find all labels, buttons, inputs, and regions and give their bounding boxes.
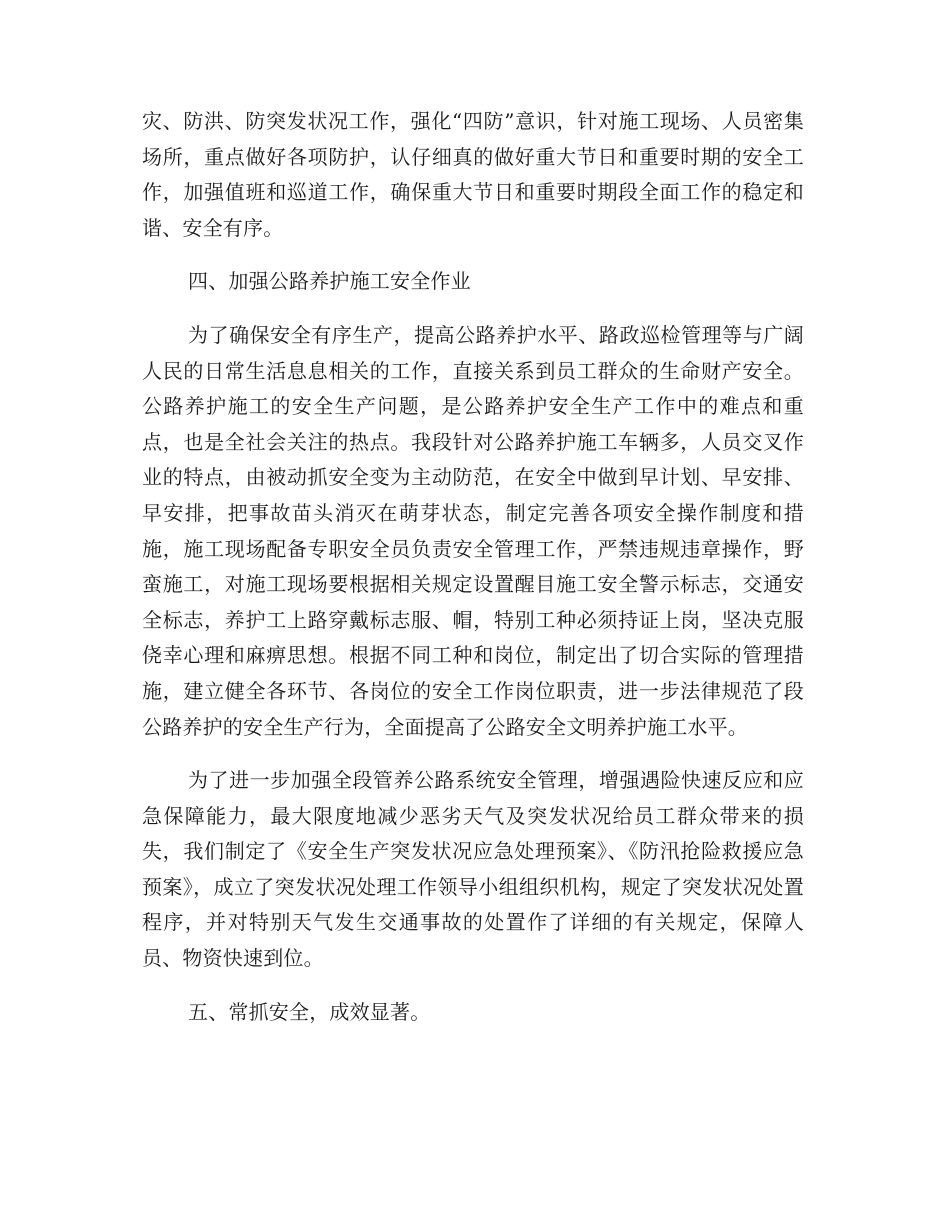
section-heading-five: 五、常抓安全，成效显著。 [188, 999, 431, 1024]
section-heading-four: 四、加强公路养护施工安全作业 [188, 269, 471, 294]
document-page [142, 104, 804, 1030]
paragraph-road-maintenance-safety: 为了确保安全有序生产，提高公路养护水平、路政巡检管理等与广阔人民的日常生活息息相关的工作，直接关系到员工群众的生命财产安全。公路养护施工的安全生产问题，是公路养护安全生产工作中的难点和重点，也是全社会关注的热点。我段针对公路养护施工车辆多，人员交叉作业的特点，由被动抓安全变为主动防范，在安全中做到早计划、早安排、早安排，把事故苗头消灭在萌芽状态，制定完善各项安全操作制度和措施，施工现场配备专职安全员负责安全管理工作，严禁违规违章操作，野蛮施工，对施工现场要根据相关规定设置醒目施工安全警示标志，交通安全标志，养护工上路穿戴标志服、帽，特别工种必须持证上岗，坚决克服侥幸心理和麻痹思想。根据不同工种和岗位，制定出了切合实际的管理措施，建立健全各环节、各岗位的安全工作岗位职责，进一步法律规范了段公路养护的安全生产行为，全面提高了公路安全文明养护施工水平。 [142, 322, 804, 739]
paragraph-intro-continuation: 灾、防洪、防突发状况工作，强化“四防”意识，针对施工现场、人员密集场所，重点做好各项防护，认仔细真的做好重大节日和重要时期的安全工作，加强值班和巡道工作，确保重大节日和重要时期段全面工作的稳定和谐、安全有序。 [142, 109, 804, 240]
paragraph-emergency-plans: 为了进一步加强全段管养公路系统安全管理，增强遇险快速反应和应急保障能力，最大限度地减少恶劣天气及突发状况给员工群众带来的损失，我们制定了《安全生产突发状况应急处理预案》、《防汛抢险救援应急预案》，成立了突发状况处理工作领导小组组织机构，规定了突发状况处置程序，并对特别天气发生交通事故的处置作了详细的有关规定，保障人员、物资快速到位。 [142, 768, 804, 971]
